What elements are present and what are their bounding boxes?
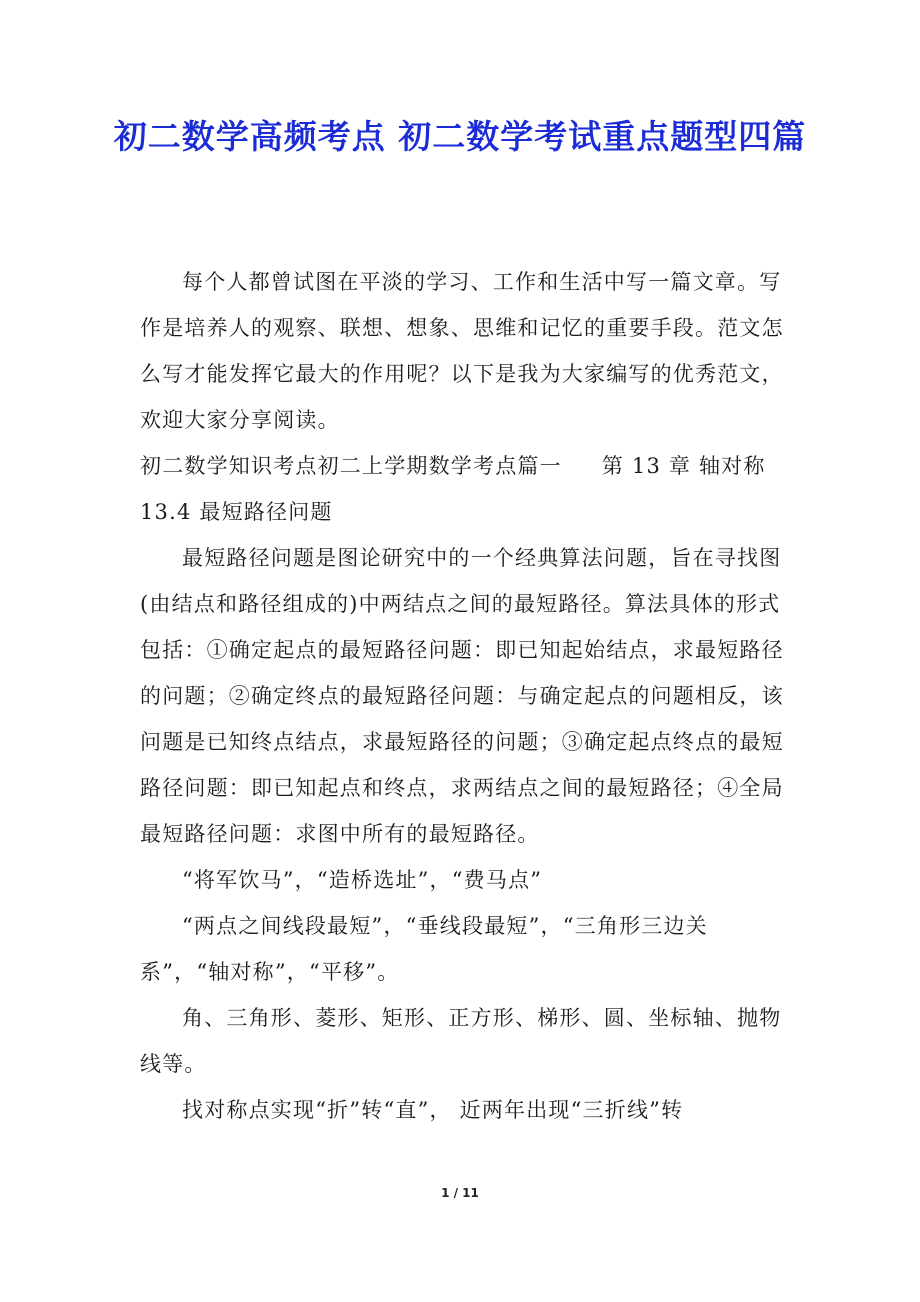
shapes-paragraph: 角、三角形、菱形、矩形、正方形、梯形、圆、坐标轴、抛物线等。	[140, 1006, 782, 1076]
intro-paragraph: 每个人都曾试图在平淡的学习、工作和生活中写一篇文章。写作是培养人的观察、联想、想象、思维和记忆的重要手段。范文怎么写才能发挥它最大的作用呢？以下是我为大家编写的优秀范文，欢迎大家分享阅读。	[140, 270, 784, 432]
classic-problems-paragraph: “将军饮马”，“造桥选址”，“费马点”	[182, 868, 543, 892]
document-title: 初二数学高频考点 初二数学考试重点题型四篇	[113, 117, 807, 156]
principles-paragraph: “两点之间线段最短”，“垂线段最短”，“三角形三边关系”，“轴对称”，“平移”。	[140, 914, 708, 984]
section-heading-line	[140, 443, 785, 535]
shortest-path-paragraph: 最短路径问题是图论研究中的一个经典算法问题，旨在寻找图(由结点和路径组成的)中两结点之间的最短路径。算法具体的形式包括：①确定起点的最短路径问题：即已知起始结点，求最短路径的问题；②确定终点的最短路径问题：与确定起点的问题相反，该问题是已知终点结点，求最短路径的问题；③确定起点终点的最短路径问题：即已知起点和终点，求两结点之间的最短路径；④全局最短路径问题：求图中所有的最短路径。	[140, 546, 784, 846]
page-number: 1 / 11	[441, 1186, 479, 1200]
document-body	[140, 259, 785, 1133]
chapter-heading: 第 13 章 轴对称 13.4 最短路径问题	[140, 454, 766, 524]
method-paragraph: 找对称点实现“折”转“直”， 近两年出现“三折线”转	[182, 1098, 684, 1122]
section-heading: 初二数学知识考点初二上学期数学考点篇一	[140, 454, 562, 478]
